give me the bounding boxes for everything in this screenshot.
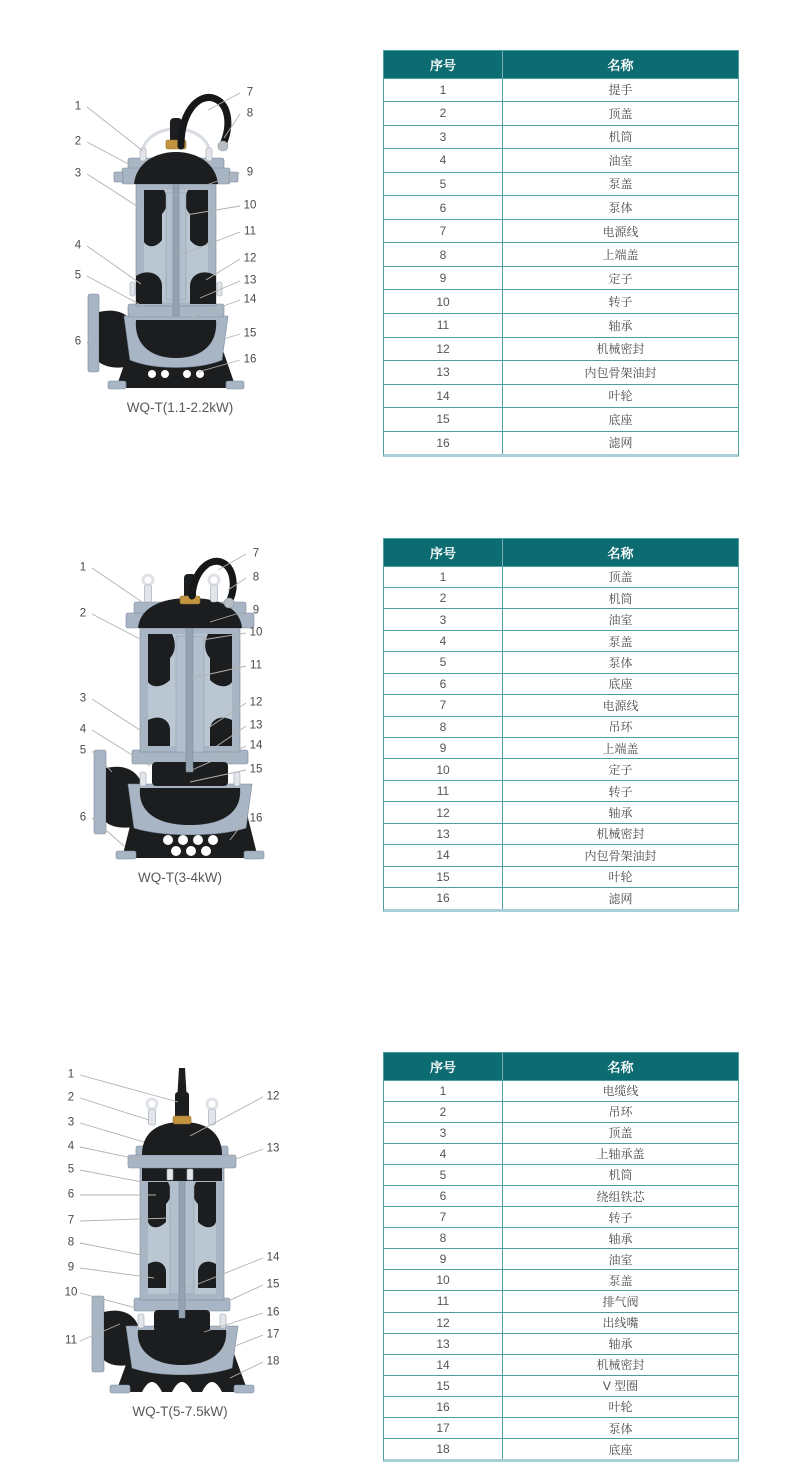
pump-cross-section-illustration bbox=[40, 80, 320, 395]
part-number-cell: 14 bbox=[384, 385, 503, 408]
callout-number: 6 bbox=[79, 811, 87, 824]
part-number-cell: 10 bbox=[384, 759, 503, 779]
callout-number: 1 bbox=[79, 561, 87, 574]
part-name-cell: 轴承 bbox=[608, 1231, 633, 1246]
part-number-cell: 14 bbox=[384, 1355, 503, 1375]
table-row bbox=[384, 1227, 738, 1248]
callout-number: 14 bbox=[266, 1251, 280, 1264]
table-row bbox=[384, 694, 738, 715]
callout-number: 14 bbox=[249, 739, 263, 752]
part-name-cell: 机筒 bbox=[608, 130, 633, 145]
callout-number: 13 bbox=[249, 719, 263, 732]
table-row bbox=[384, 1143, 738, 1164]
diagram-caption: WQ-T(3-4kW) bbox=[138, 870, 222, 885]
table-row bbox=[384, 1375, 738, 1396]
table-row bbox=[384, 737, 738, 758]
callout-number: 3 bbox=[67, 1116, 75, 1129]
table-row bbox=[384, 1333, 738, 1354]
part-number-cell: 7 bbox=[384, 1207, 503, 1227]
part-number-cell: 3 bbox=[384, 1123, 503, 1143]
callout-number: 16 bbox=[249, 812, 263, 825]
table-row bbox=[384, 195, 738, 219]
part-name-cell: 电源线 bbox=[602, 698, 639, 713]
part-name-cell: 转子 bbox=[608, 295, 633, 310]
part-name-cell: 机械密封 bbox=[596, 342, 645, 357]
callout-number: 1 bbox=[67, 1068, 75, 1081]
callout-number: 11 bbox=[244, 225, 256, 238]
callout-number: 5 bbox=[67, 1163, 75, 1176]
part-name-cell: 机筒 bbox=[608, 1168, 633, 1183]
part-name-cell: 油室 bbox=[608, 613, 633, 628]
table-row bbox=[384, 407, 738, 431]
part-number-cell: 9 bbox=[384, 738, 503, 758]
table-row bbox=[384, 1396, 738, 1417]
table-header-row bbox=[384, 539, 738, 566]
part-number-cell: 18 bbox=[384, 1439, 503, 1459]
table-row bbox=[384, 1248, 738, 1269]
table-header-row bbox=[384, 1053, 738, 1080]
table-row bbox=[384, 630, 738, 651]
part-name-cell: 轴承 bbox=[608, 806, 633, 821]
part-number-cell: 13 bbox=[384, 361, 503, 384]
part-name-cell: 叶轮 bbox=[608, 1400, 633, 1415]
pump-diagram-wqt-1 bbox=[40, 80, 320, 425]
part-number-cell: 16 bbox=[384, 1397, 503, 1417]
callout-number: 2 bbox=[74, 135, 82, 148]
callout-number: 12 bbox=[249, 696, 263, 709]
callout-number: 10 bbox=[243, 199, 257, 212]
callout-number: 11 bbox=[65, 1334, 77, 1347]
pump-diagram-wqt-2 bbox=[40, 540, 320, 890]
part-number-cell: 14 bbox=[384, 845, 503, 865]
part-number-cell: 12 bbox=[384, 338, 503, 361]
callout-number: 9 bbox=[67, 1261, 75, 1274]
column-header-index: 序号 bbox=[384, 539, 503, 566]
part-name-cell: 转子 bbox=[608, 784, 633, 799]
table-row bbox=[384, 78, 738, 102]
part-number-cell: 2 bbox=[384, 588, 503, 608]
callout-number: 3 bbox=[79, 692, 87, 705]
callout-number: 10 bbox=[64, 1286, 78, 1299]
part-number-cell: 8 bbox=[384, 717, 503, 737]
part-name-cell: 油室 bbox=[608, 1252, 633, 1267]
part-number-cell: 7 bbox=[384, 695, 503, 715]
table-row bbox=[384, 608, 738, 629]
pump-diagram-wqt-3 bbox=[30, 1060, 330, 1420]
table-row bbox=[384, 1417, 738, 1438]
column-header-index: 序号 bbox=[384, 1053, 503, 1080]
callout-number: 4 bbox=[67, 1140, 75, 1153]
table-row bbox=[384, 101, 738, 125]
callout-number: 5 bbox=[79, 744, 87, 757]
part-name-cell: 内包骨架油封 bbox=[584, 365, 657, 380]
part-number-cell: 5 bbox=[384, 652, 503, 672]
part-number-cell: 11 bbox=[384, 781, 503, 801]
callout-number: 6 bbox=[74, 335, 82, 348]
table-row bbox=[384, 1438, 738, 1459]
callout-number: 12 bbox=[266, 1090, 280, 1103]
table-row bbox=[384, 1312, 738, 1333]
part-name-cell: 吊环 bbox=[608, 1105, 633, 1120]
callout-number: 9 bbox=[246, 166, 254, 179]
callout-number: 15 bbox=[243, 327, 257, 340]
table-row bbox=[384, 266, 738, 290]
part-number-cell: 6 bbox=[384, 196, 503, 219]
callout-number: 8 bbox=[246, 107, 254, 120]
column-header-name: 名称 bbox=[607, 57, 634, 73]
table-row bbox=[384, 651, 738, 672]
callout-number: 2 bbox=[79, 607, 87, 620]
callout-number: 16 bbox=[243, 353, 257, 366]
part-name-cell: 机筒 bbox=[608, 591, 633, 606]
callout-number: 1 bbox=[74, 100, 82, 113]
table-row bbox=[384, 1122, 738, 1143]
part-number-cell: 16 bbox=[384, 888, 503, 908]
part-number-cell: 15 bbox=[384, 867, 503, 887]
table-row bbox=[384, 1290, 738, 1311]
part-name-cell: 吊环 bbox=[608, 720, 633, 735]
table-row bbox=[384, 566, 738, 587]
table-row bbox=[384, 844, 738, 865]
part-number-cell: 1 bbox=[384, 567, 503, 587]
table-row bbox=[384, 823, 738, 844]
part-number-cell: 12 bbox=[384, 802, 503, 822]
part-name-cell: 叶轮 bbox=[608, 389, 633, 404]
callout-number: 8 bbox=[67, 1236, 75, 1249]
table-row bbox=[384, 1269, 738, 1290]
table-row bbox=[384, 1164, 738, 1185]
part-name-cell: 叶轮 bbox=[608, 870, 633, 885]
part-number-cell: 16 bbox=[384, 432, 503, 455]
callout-number: 5 bbox=[74, 269, 82, 282]
table-body bbox=[384, 1080, 738, 1460]
part-name-cell: 上端盖 bbox=[602, 248, 639, 263]
part-number-cell: 4 bbox=[384, 1144, 503, 1164]
callout-number: 15 bbox=[266, 1278, 280, 1291]
table-row bbox=[384, 1185, 738, 1206]
part-number-cell: 8 bbox=[384, 243, 503, 266]
parts-table-wqt-3 bbox=[383, 1052, 739, 1462]
table-row bbox=[384, 431, 738, 455]
callout-number: 7 bbox=[252, 547, 260, 560]
part-number-cell: 2 bbox=[384, 102, 503, 125]
table-row bbox=[384, 587, 738, 608]
callout-number: 11 bbox=[250, 659, 262, 672]
callout-number: 7 bbox=[67, 1214, 75, 1227]
callout-number: 2 bbox=[67, 1091, 75, 1104]
callout-number: 16 bbox=[266, 1306, 280, 1319]
part-name-cell: 提手 bbox=[608, 83, 633, 98]
callout-number: 18 bbox=[266, 1355, 280, 1368]
part-number-cell: 6 bbox=[384, 674, 503, 694]
table-row bbox=[384, 219, 738, 243]
part-name-cell: 泵体 bbox=[608, 201, 633, 215]
part-name-cell: 上端盖 bbox=[602, 741, 639, 756]
part-number-cell: 2 bbox=[384, 1102, 503, 1122]
part-number-cell: 11 bbox=[384, 1291, 503, 1311]
callout-number: 15 bbox=[249, 763, 263, 776]
callout-number: 7 bbox=[246, 86, 254, 99]
table-row bbox=[384, 125, 738, 149]
parts-table-wqt-2 bbox=[383, 538, 739, 912]
part-name-cell: 底座 bbox=[608, 677, 633, 692]
part-name-cell: 滤网 bbox=[608, 891, 633, 906]
table-row bbox=[384, 1206, 738, 1227]
table-row bbox=[384, 148, 738, 172]
part-name-cell: V 型圈 bbox=[602, 1379, 639, 1394]
part-number-cell: 15 bbox=[384, 1376, 503, 1396]
part-number-cell: 6 bbox=[384, 1186, 503, 1206]
table-row bbox=[384, 337, 738, 361]
part-name-cell: 底座 bbox=[608, 412, 633, 427]
part-name-cell: 泵体 bbox=[608, 1421, 633, 1436]
table-row bbox=[384, 1080, 738, 1101]
table-row bbox=[384, 289, 738, 313]
part-name-cell: 绕组铁芯 bbox=[596, 1189, 645, 1204]
part-number-cell: 5 bbox=[384, 173, 503, 196]
part-name-cell: 顶盖 bbox=[608, 570, 633, 585]
table-body bbox=[384, 566, 738, 909]
part-name-cell: 油室 bbox=[608, 153, 633, 168]
part-name-cell: 轴承 bbox=[608, 1337, 633, 1352]
part-number-cell: 1 bbox=[384, 79, 503, 102]
table-row bbox=[384, 780, 738, 801]
table-row bbox=[384, 172, 738, 196]
part-name-cell: 定子 bbox=[608, 271, 633, 286]
part-name-cell: 顶盖 bbox=[608, 106, 633, 121]
table-row bbox=[384, 1101, 738, 1122]
callout-number: 3 bbox=[74, 167, 82, 180]
part-name-cell: 轴承 bbox=[608, 318, 633, 333]
part-name-cell: 内包骨架油封 bbox=[584, 848, 657, 863]
part-number-cell: 13 bbox=[384, 824, 503, 844]
column-header-name: 名称 bbox=[607, 1059, 634, 1075]
part-number-cell: 4 bbox=[384, 149, 503, 172]
column-header-name: 名称 bbox=[607, 545, 634, 561]
part-number-cell: 9 bbox=[384, 267, 503, 290]
diagram-caption: WQ-T(1.1-2.2kW) bbox=[126, 400, 234, 415]
part-number-cell: 12 bbox=[384, 1313, 503, 1333]
part-number-cell: 10 bbox=[384, 290, 503, 313]
callout-number: 13 bbox=[243, 274, 257, 287]
part-number-cell: 4 bbox=[384, 631, 503, 651]
part-number-cell: 17 bbox=[384, 1418, 503, 1438]
part-name-cell: 定子 bbox=[608, 763, 633, 778]
diagram-caption: WQ-T(5-7.5kW) bbox=[132, 1404, 228, 1419]
table-row bbox=[384, 242, 738, 266]
part-name-cell: 上轴承盖 bbox=[596, 1147, 645, 1162]
table-row bbox=[384, 801, 738, 822]
table-row bbox=[384, 673, 738, 694]
table-header-row bbox=[384, 51, 738, 78]
callout-number: 17 bbox=[266, 1328, 280, 1341]
part-name-cell: 滤网 bbox=[608, 436, 633, 451]
part-number-cell: 5 bbox=[384, 1165, 503, 1185]
pump-cross-section-illustration bbox=[30, 1060, 330, 1400]
table-row bbox=[384, 313, 738, 337]
table-row bbox=[384, 758, 738, 779]
callout-number: 4 bbox=[79, 723, 87, 736]
part-name-cell: 机械密封 bbox=[596, 827, 645, 842]
part-name-cell: 电源线 bbox=[602, 224, 639, 239]
part-name-cell: 底座 bbox=[608, 1442, 633, 1457]
part-number-cell: 9 bbox=[384, 1249, 503, 1269]
part-name-cell: 电缆线 bbox=[602, 1084, 639, 1099]
callout-number: 14 bbox=[243, 293, 257, 306]
table-row bbox=[384, 866, 738, 887]
table-body bbox=[384, 78, 738, 455]
callout-number: 10 bbox=[249, 626, 263, 639]
part-name-cell: 泵盖 bbox=[608, 177, 633, 192]
column-header-index: 序号 bbox=[384, 51, 503, 78]
part-name-cell: 泵盖 bbox=[608, 1273, 633, 1288]
part-name-cell: 泵盖 bbox=[608, 634, 633, 649]
table-row bbox=[384, 716, 738, 737]
part-name-cell: 排气阀 bbox=[602, 1294, 639, 1309]
callout-number: 8 bbox=[252, 571, 260, 584]
table-row bbox=[384, 360, 738, 384]
part-number-cell: 3 bbox=[384, 126, 503, 149]
callout-number: 6 bbox=[67, 1188, 75, 1201]
part-number-cell: 8 bbox=[384, 1228, 503, 1248]
table-row bbox=[384, 887, 738, 908]
table-row bbox=[384, 1354, 738, 1375]
part-number-cell: 13 bbox=[384, 1334, 503, 1354]
part-number-cell: 1 bbox=[384, 1081, 503, 1101]
callout-number: 9 bbox=[252, 604, 260, 617]
part-name-cell: 机械密封 bbox=[596, 1358, 645, 1373]
part-name-cell: 出线嘴 bbox=[602, 1316, 639, 1331]
table-row bbox=[384, 384, 738, 408]
part-number-cell: 11 bbox=[384, 314, 503, 337]
callout-number: 12 bbox=[243, 252, 257, 265]
callout-number: 13 bbox=[266, 1142, 280, 1155]
part-name-cell: 顶盖 bbox=[608, 1126, 633, 1141]
parts-table-wqt-1 bbox=[383, 50, 739, 457]
part-name-cell: 转子 bbox=[608, 1210, 633, 1225]
part-number-cell: 10 bbox=[384, 1270, 503, 1290]
part-number-cell: 15 bbox=[384, 408, 503, 431]
part-number-cell: 7 bbox=[384, 220, 503, 243]
part-number-cell: 3 bbox=[384, 609, 503, 629]
part-name-cell: 泵体 bbox=[608, 655, 633, 670]
callout-number: 4 bbox=[74, 239, 82, 252]
